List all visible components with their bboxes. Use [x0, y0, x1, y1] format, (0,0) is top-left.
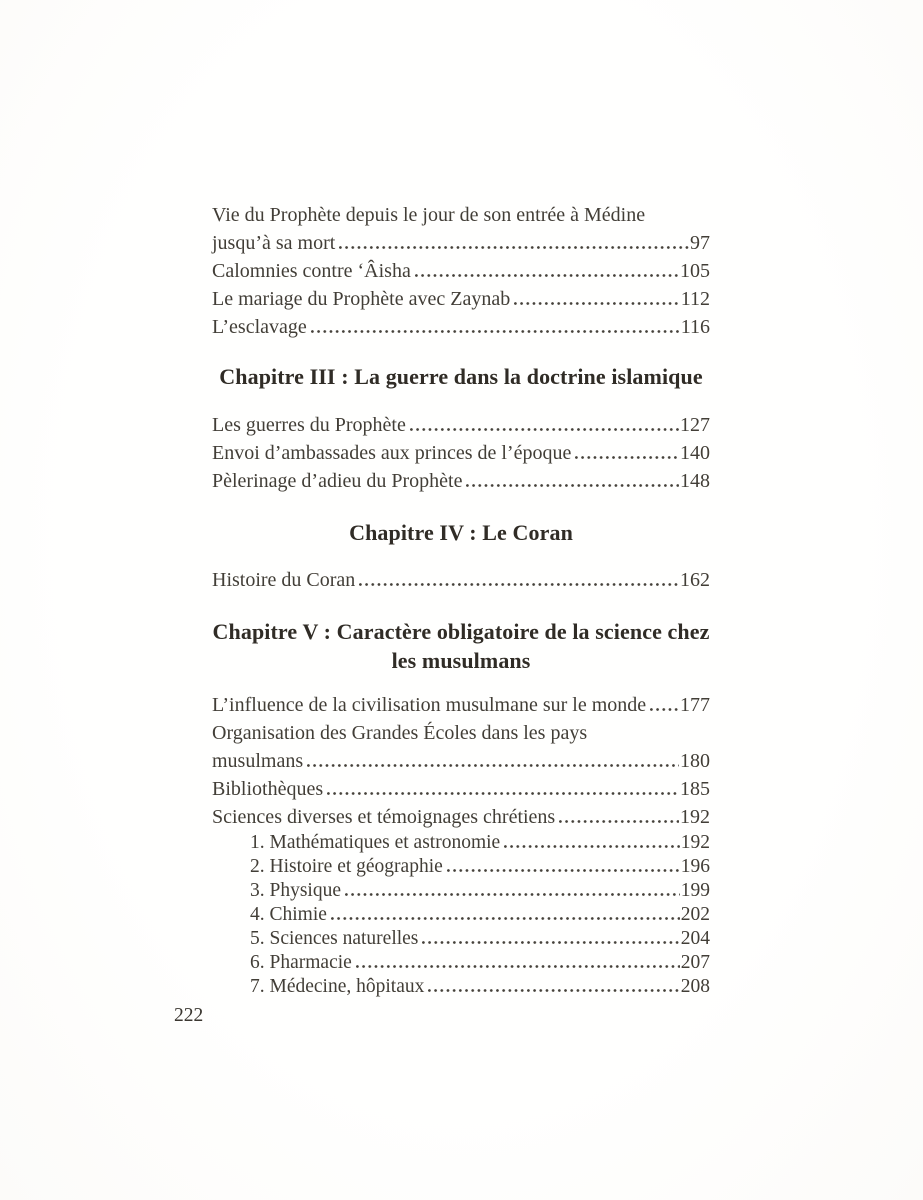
toc-entry-label: Le mariage du Prophète avec Zaynab: [212, 288, 511, 310]
chapter-heading-text: Chapitre IV : Le Coran: [349, 520, 573, 545]
toc-entry-label: Sciences diverses et témoignages chrétiens: [212, 806, 556, 828]
dotted-leader: [504, 845, 680, 848]
toc-entry-page-number: 97: [690, 232, 710, 254]
toc-entry-label: Histoire du Coran: [212, 569, 356, 591]
toc-entry-label: Envoi d’ambassades aux princes de l’époque: [212, 442, 572, 464]
toc-entry-label: Vie du Prophète depuis le jour de son entrée à Médine: [212, 204, 646, 226]
toc-entry: [212, 719, 710, 747]
toc-entry-page-number: 208: [680, 976, 710, 997]
toc-entry: [212, 411, 710, 439]
dotted-leader: [327, 792, 679, 795]
dotted-leader: [331, 917, 680, 920]
toc-entry-label: jusqu’à sa mort: [212, 232, 336, 254]
chapter-heading: [212, 617, 710, 675]
dotted-leader: [514, 302, 680, 305]
toc-entry-page-number: 162: [680, 569, 710, 591]
toc-entry-label: Bibliothèques: [212, 778, 324, 800]
toc-entry-page-number: 116: [680, 316, 710, 338]
chapter-heading: [212, 362, 710, 391]
toc-entry-label: L’esclavage: [212, 316, 307, 338]
toc-entry-page-number: 196: [680, 856, 710, 877]
toc-entry-label: Pèlerinage d’adieu du Prophète: [212, 470, 463, 492]
toc-entry: [212, 313, 710, 341]
dotted-leader: [575, 456, 679, 459]
dotted-leader: [466, 484, 679, 487]
toc-entry: [212, 201, 710, 229]
toc-entry: [212, 803, 710, 831]
toc-entry-page-number: 180: [680, 750, 710, 772]
toc-entry-page-number: 177: [680, 694, 710, 716]
toc-entry-page-number: 192: [680, 832, 710, 853]
table-of-contents: [212, 201, 710, 999]
dotted-leader: [559, 820, 679, 823]
toc-entry: [212, 439, 710, 467]
toc-entry-page-number: 148: [680, 470, 710, 492]
toc-entry: [212, 691, 710, 719]
dotted-leader: [339, 246, 689, 249]
dotted-leader: [359, 583, 679, 586]
dotted-leader: [415, 274, 679, 277]
toc-subentry: [212, 927, 710, 951]
dotted-leader: [422, 941, 679, 944]
toc-entry-page-number: 204: [680, 928, 710, 949]
toc-entry: [212, 566, 710, 594]
toc-entry-page-number: 199: [680, 880, 710, 901]
toc-subentry: [212, 855, 710, 879]
toc-entry-label: 1. Mathématiques et astronomie: [250, 832, 501, 853]
dotted-leader: [356, 965, 680, 968]
toc-entry-page-number: 202: [680, 904, 710, 925]
toc-entry-page-number: 192: [680, 806, 710, 828]
chapter-heading-text: les musulmans: [391, 648, 531, 673]
toc-subentry: [212, 951, 710, 975]
toc-entry-label: 6. Pharmacie: [250, 952, 352, 973]
toc-entry-page-number: 207: [680, 952, 710, 973]
toc-entry: [212, 747, 710, 775]
dotted-leader: [311, 330, 680, 333]
toc-entry: [212, 257, 710, 285]
toc-entry-page-number: 112: [680, 288, 710, 310]
toc-entry: [212, 467, 710, 495]
dotted-leader: [345, 893, 680, 896]
toc-entry-page-number: 105: [680, 260, 710, 282]
toc-entry-label: 4. Chimie: [250, 904, 327, 925]
dotted-leader: [307, 764, 679, 767]
toc-entry-page-number: 185: [680, 778, 710, 800]
dotted-leader: [428, 989, 679, 992]
toc-entry-label: 2. Histoire et géographie: [250, 856, 443, 877]
toc-entry: [212, 229, 710, 257]
dotted-leader: [650, 708, 679, 711]
toc-subentry: [212, 879, 710, 903]
chapter-heading-text: Chapitre III : La guerre dans la doctrine islamique: [219, 364, 703, 389]
page-number: 222: [174, 1005, 204, 1026]
toc-entry-label: 5. Sciences naturelles: [250, 928, 419, 949]
chapter-heading: [212, 518, 710, 547]
toc-entry-label: Calomnies contre ‘Âisha: [212, 260, 411, 282]
dotted-leader: [410, 428, 679, 431]
toc-subentry: [212, 975, 710, 999]
dotted-leader: [447, 869, 680, 872]
toc-entry-label: 3. Physique: [250, 880, 342, 901]
toc-entry-page-number: 127: [680, 414, 710, 436]
toc-subentry: [212, 831, 710, 855]
toc-subentry: [212, 903, 710, 927]
toc-entry: [212, 775, 710, 803]
toc-entry-label: musulmans: [212, 750, 304, 772]
toc-entry-label: 7. Médecine, hôpitaux: [250, 976, 425, 997]
toc-entry-label: L’influence de la civilisation musulmane sur le monde: [212, 694, 647, 716]
toc-entry-label: Organisation des Grandes Écoles dans les pays: [212, 722, 588, 744]
toc-entry: [212, 285, 710, 313]
toc-entry-label: Les guerres du Prophète: [212, 414, 406, 436]
toc-entry-page-number: 140: [680, 442, 710, 464]
chapter-heading-text: Chapitre V : Caractère obligatoire de la science chez: [212, 619, 710, 644]
